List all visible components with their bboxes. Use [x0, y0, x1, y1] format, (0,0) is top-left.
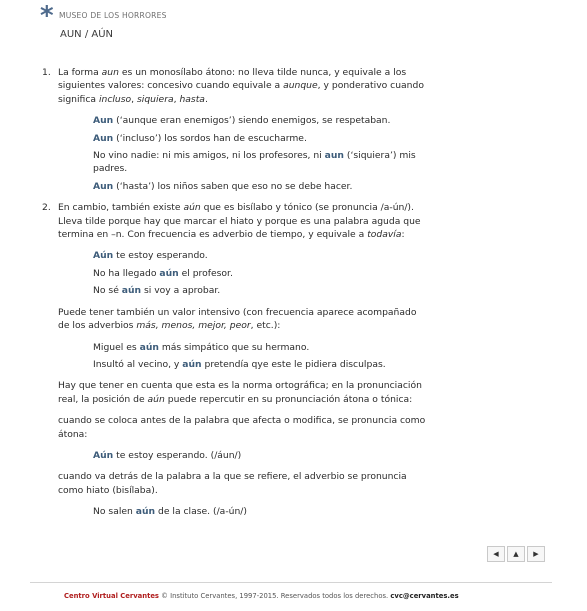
paragraph: En cambio, también existe aún que es bisílabo y tónico (se pronuncia /a-ún/). — [58, 202, 414, 214]
cvc-link[interactable]: Centro Virtual Cervantes — [64, 592, 159, 600]
copyright-text: © Instituto Cervantes, 1997-2015. Reservados todos los derechos. — [158, 592, 391, 600]
paragraph: Lleva tilde porque hay que marcar el hiato y porque es una palabra aguda que — [58, 215, 421, 227]
footer — [64, 592, 459, 600]
next-page-button[interactable]: ▶ — [527, 546, 545, 562]
article-body — [42, 66, 437, 519]
paragraph: de los adverbios más, menos, mejor, peor, etc.): — [58, 320, 281, 332]
item-number: 2. — [42, 202, 51, 214]
page-navigation — [487, 546, 547, 562]
paragraph: La forma aun es un monosílabo átono: no lleva tilde nunca, y equivale a los — [58, 67, 407, 78]
paragraph: significa incluso, siquiera, hasta. — [58, 93, 208, 105]
list-item-1 — [42, 66, 437, 193]
paragraph: Hay que tener en cuenta que esta es la norma ortográfica; en la pronunciación — [58, 380, 422, 392]
paragraph: termina en –n. Con frecuencia es adverbio de tiempo, y equivale a todavía: — [58, 229, 405, 241]
header — [40, 1, 167, 31]
example-line: No sé aún si voy a aprobar. — [93, 285, 221, 297]
previous-page-button[interactable]: ◀ — [487, 546, 505, 562]
paragraph: cuando se coloca antes de la palabra que afecta o modifica, se pronuncia como — [58, 415, 426, 427]
paragraph: siguientes valores: concesivo cuando equivale a aunque, y ponderativo cuando — [58, 80, 424, 92]
example-line: Aún te estoy esperando. (/áun/) — [93, 449, 242, 461]
asterisk-icon: * — [40, 1, 54, 31]
example-line: padres. — [93, 163, 128, 175]
paragraph: real, la posición de aún puede repercutir en su pronunciación átona o tónica: — [58, 393, 413, 405]
example-line: Aún te estoy esperando. — [93, 250, 208, 262]
example-line: Aun (‘hasta’) los niños saben que eso no se debe hacer. — [93, 180, 353, 192]
example-line: Aun (‘aunque eran enemigos’) siendo enemigos, se respetaban. — [93, 115, 391, 127]
example-line: No salen aún de la clase. (/a-ún/) — [93, 506, 247, 518]
section-label: MUSEO DE LOS HORRORES — [59, 11, 167, 20]
example-line: Insultó al vecino, y aún pretendía qye este le pidiera disculpas. — [93, 358, 386, 370]
example-line: Miguel es aún más simpático que su hermano. — [93, 341, 310, 353]
email-link[interactable]: cvc@cervantes.es — [390, 592, 459, 600]
paragraph: como hiato (bisílaba). — [58, 484, 158, 496]
example-line: Aun (‘incluso’) los sordos han de escucharme. — [93, 132, 307, 144]
page-title: AUN / AÚN — [60, 29, 114, 40]
paragraph: cuando va detrás de la palabra a la que se refiere, el adverbio se pronuncia — [58, 471, 407, 483]
list-item-2 — [42, 201, 437, 518]
item-number: 1. — [42, 67, 51, 78]
back-to-top-button[interactable]: ▲ — [507, 546, 525, 562]
footer-divider — [30, 582, 552, 583]
paragraph: Puede tener también un valor intensivo (con frecuencia aparece acompañado — [58, 306, 417, 318]
example-line: No vino nadie: ni mis amigos, ni los profesores, ni aun (‘siquiera’) mis — [93, 150, 416, 162]
example-line: No ha llegado aún el profesor. — [93, 267, 233, 279]
paragraph: átona: — [58, 428, 88, 440]
